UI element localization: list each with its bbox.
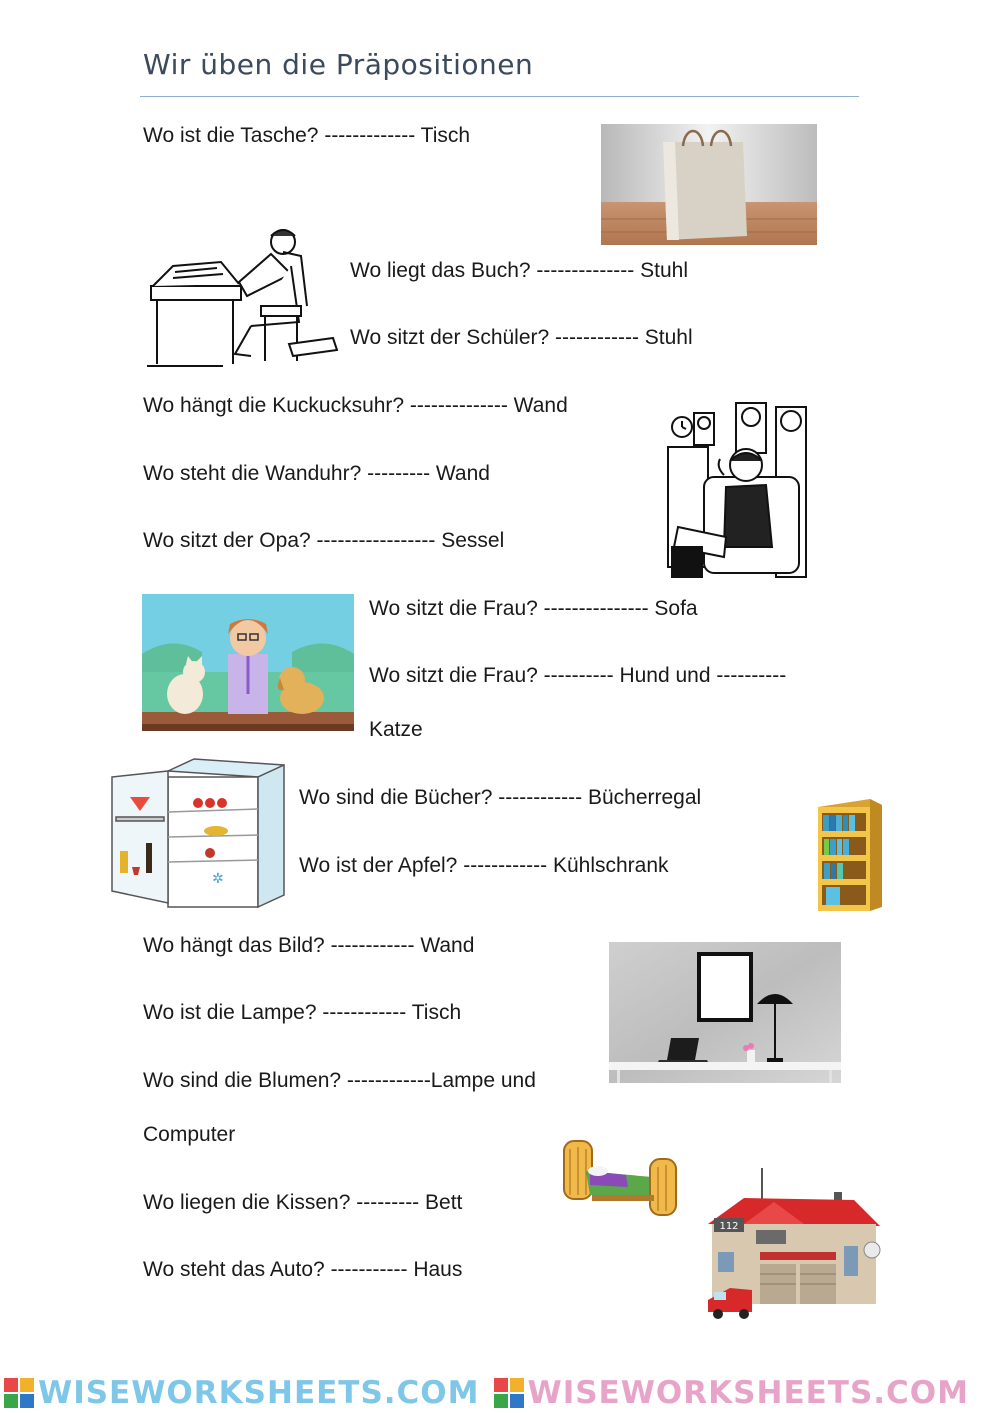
house-firetruck-image [704, 1166, 884, 1321]
question-frau-sofa: Wo sitzt die Frau? --------------- Sofa [369, 597, 698, 620]
question-kissen: Wo liegen die Kissen? --------- Bett [143, 1191, 463, 1214]
title-divider [140, 96, 859, 97]
question-wanduhr: Wo steht die Wanduhr? --------- Wand [143, 462, 490, 485]
page-title: Wir üben die Präpositionen [143, 48, 534, 81]
student-desk-image [143, 226, 338, 371]
question-lampe: Wo ist die Lampe? ------------ Tisch [143, 1001, 462, 1024]
question-blumen: Wo sind die Blumen? ------------Lampe und [143, 1069, 536, 1092]
question-tasche: Wo ist die Tasche? ------------- Tisch [143, 124, 471, 147]
question-opa: Wo sitzt der Opa? ----------------- Sessel [143, 529, 505, 552]
brand-wordmark: WISEWORKSHEETS.COM [527, 1374, 969, 1411]
brand-wordmark: WISEWORKSHEETS.COM [38, 1374, 480, 1411]
footer-brand-strip [0, 1372, 1000, 1413]
question-bild: Wo hängt das Bild? ------------ Wand [143, 934, 475, 957]
room-desk-image [609, 942, 841, 1083]
footer-brand-2 [490, 1375, 970, 1411]
footer-brand-1 [0, 1375, 480, 1411]
woman-sofa-image [142, 594, 354, 731]
bookshelf-image [816, 797, 884, 914]
fridge-image [108, 757, 286, 910]
house-sign-number: 112 [719, 1221, 739, 1232]
question-frau-hund: Wo sitzt die Frau? ---------- Hund und ---------- [369, 664, 787, 687]
question-buch: Wo liegt das Buch? -------------- Stuhl [350, 259, 688, 282]
brand-logo-icon [4, 1378, 34, 1408]
question-apfel: Wo ist der Apfel? ------------ Kühlschrank [299, 854, 669, 877]
grandpa-clocks-image [664, 397, 817, 583]
bag-on-table-image [601, 124, 817, 245]
question-blumen-computer: Computer [143, 1123, 236, 1146]
svg-text:✲: ✲ [212, 871, 224, 887]
brand-logo-icon [494, 1378, 524, 1408]
question-buecher: Wo sind die Bücher? ------------ Bücherregal [299, 786, 702, 809]
question-schueler: Wo sitzt der Schüler? ------------ Stuhl [350, 326, 693, 349]
bed-image [556, 1135, 684, 1221]
question-kuckucksuhr: Wo hängt die Kuckucksuhr? -------------- Wand [143, 394, 568, 417]
question-auto: Wo steht das Auto? ----------- Haus [143, 1258, 463, 1281]
question-frau-katze: Katze [369, 718, 423, 741]
